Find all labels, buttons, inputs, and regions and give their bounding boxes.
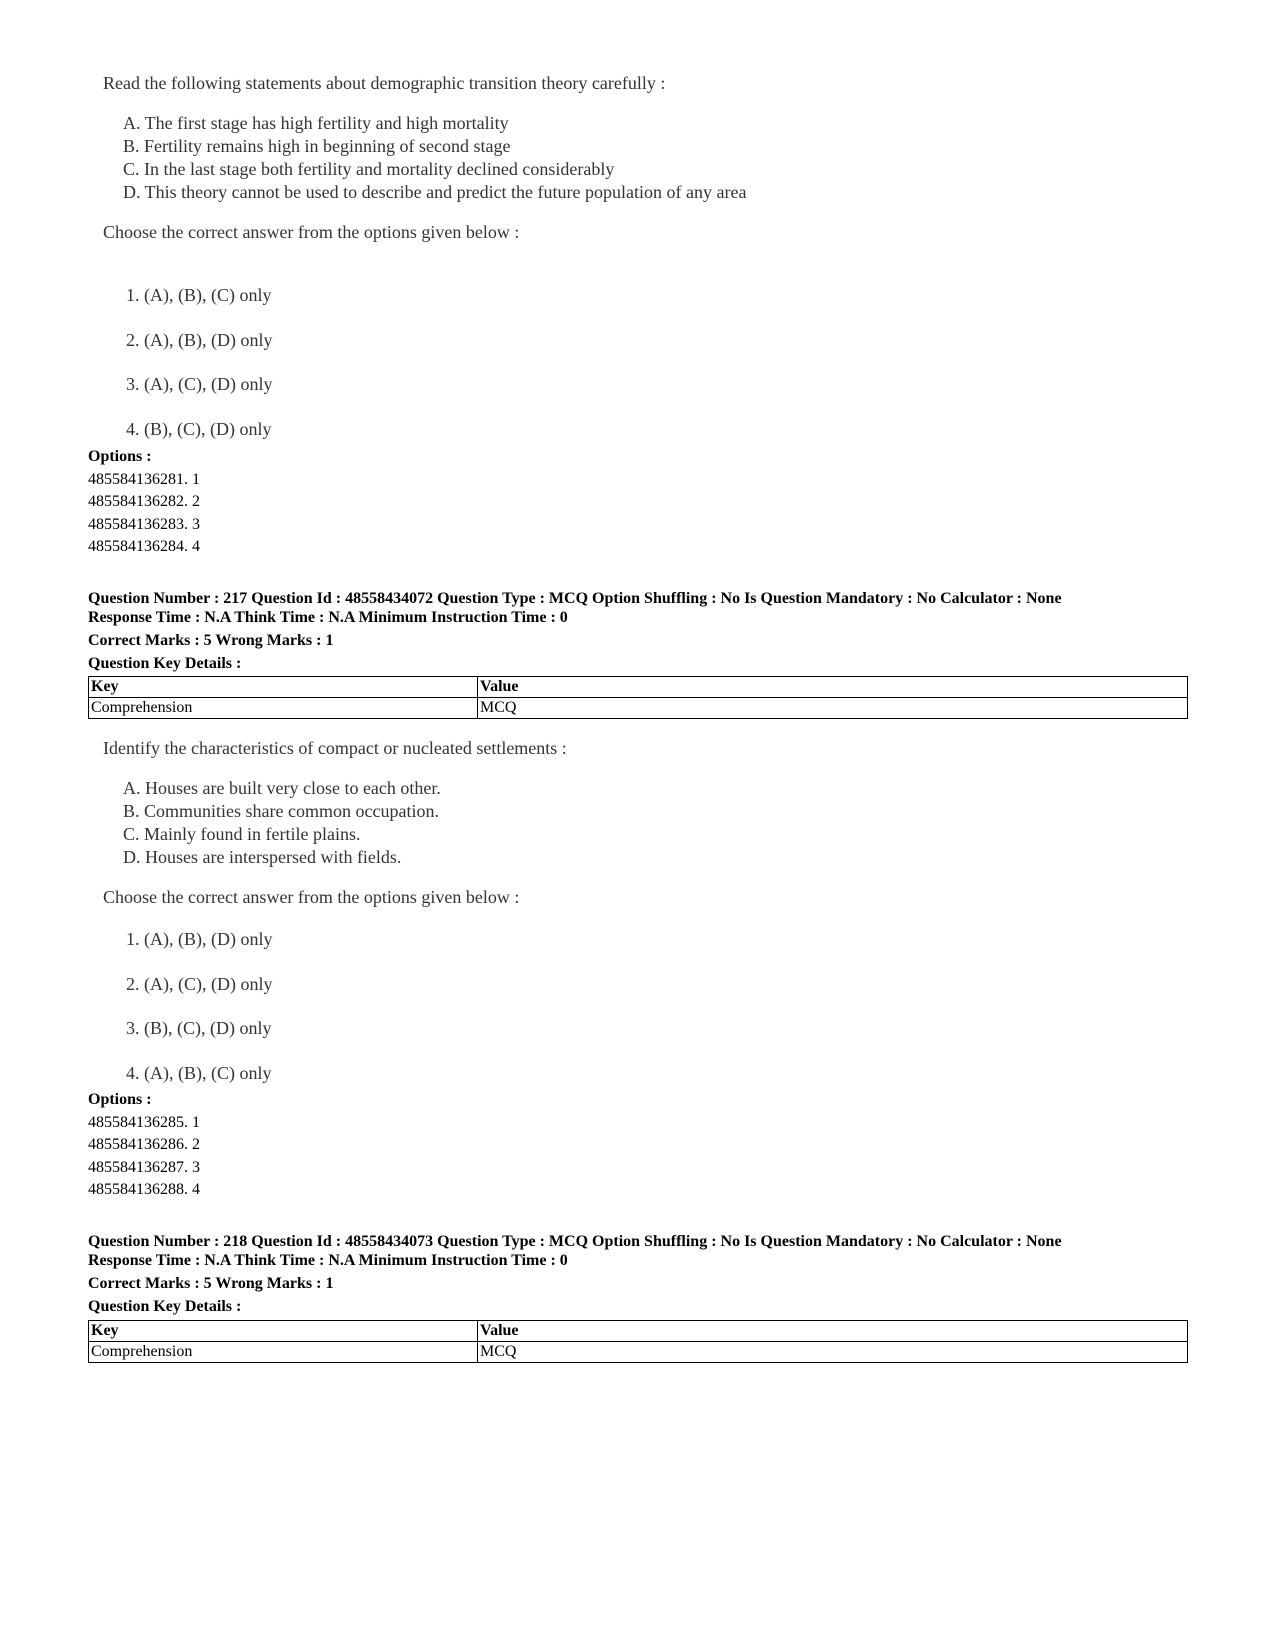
question-meta-line: Response Time : N.A Think Time : N.A Minimum Instruction Time : 0 — [88, 1252, 568, 1269]
question-key-table — [88, 1320, 1188, 1363]
statement: D. Houses are interspersed with fields. — [123, 847, 402, 867]
choose-instruction: Choose the correct answer from the options given below : — [103, 887, 520, 907]
question-216-image — [88, 72, 746, 462]
value-header: Value — [478, 1321, 1188, 1342]
value-cell: MCQ — [478, 698, 1188, 719]
answer-choice: 1. (A), (B), (C) only — [126, 285, 272, 305]
statement: C. In the last stage both fertility and mortality declined considerably — [123, 159, 615, 179]
key-details-label: Question Key Details : — [88, 1298, 242, 1315]
key-header: Key — [89, 677, 478, 698]
options-block — [88, 446, 200, 559]
key-details-label: Question Key Details : — [88, 655, 242, 672]
key-cell: Comprehension — [89, 698, 478, 719]
answer-list — [126, 284, 746, 462]
answer-choice: 2. (A), (B), (D) only — [126, 329, 273, 350]
statement-list — [123, 777, 567, 869]
answer-list — [126, 928, 567, 1106]
question-stem: Read the following statements about demographic transition theory carefully : — [103, 73, 666, 93]
question-meta-line: Response Time : N.A Think Time : N.A Minimum Instruction Time : 0 — [88, 609, 568, 626]
question-meta-line: Question Number : 218 Question Id : 48558434073 Question Type : MCQ Option Shuffling : No Is Question Mandatory : No Calculator : None — [88, 1233, 1062, 1250]
answer-choice: 4. (B), (C), (D) only — [126, 418, 272, 439]
question-key-table — [88, 676, 1188, 719]
statement: A. Houses are built very close to each other. — [123, 778, 441, 798]
option-id: 485584136288. 4 — [88, 1181, 200, 1198]
option-id: 485584136282. 2 — [88, 493, 200, 510]
answer-choice: 3. (B), (C), (D) only — [126, 1018, 272, 1038]
option-id: 485584136284. 4 — [88, 538, 200, 555]
question-stem: Identify the characteristics of compact or nucleated settlements : — [103, 738, 567, 758]
question-217-meta — [88, 589, 1198, 673]
answer-choice: 1. (A), (B), (D) only — [126, 929, 273, 949]
answer-choice: 2. (A), (C), (D) only — [126, 973, 273, 994]
answer-choice: 4. (A), (B), (C) only — [126, 1062, 272, 1083]
options-block — [88, 1089, 200, 1202]
options-label: Options : — [88, 1091, 152, 1108]
question-217-image — [88, 737, 567, 1106]
statement: B. Fertility remains high in beginning of second stage — [123, 136, 511, 156]
value-header: Value — [478, 677, 1188, 698]
key-cell: Comprehension — [89, 1342, 478, 1363]
statement: C. Mainly found in fertile plains. — [123, 824, 361, 844]
key-header: Key — [89, 1321, 478, 1342]
value-cell: MCQ — [478, 1342, 1188, 1363]
marks-line: Correct Marks : 5 Wrong Marks : 1 — [88, 1275, 334, 1292]
answer-choice: 3. (A), (C), (D) only — [126, 374, 273, 394]
statement: B. Communities share common occupation. — [123, 801, 439, 821]
choose-instruction: Choose the correct answer from the options given below : — [103, 222, 520, 242]
question-meta-line: Question Number : 217 Question Id : 48558434072 Question Type : MCQ Option Shuffling : No Is Question Mandatory : No Calculator : None — [88, 590, 1062, 607]
statement-list — [123, 112, 746, 204]
options-label: Options : — [88, 448, 152, 465]
option-id: 485584136287. 3 — [88, 1158, 200, 1176]
option-id: 485584136283. 3 — [88, 515, 200, 533]
marks-line: Correct Marks : 5 Wrong Marks : 1 — [88, 632, 334, 649]
question-218-meta — [88, 1232, 1198, 1316]
statement: A. The first stage has high fertility and high mortality — [123, 113, 509, 133]
option-id: 485584136281. 1 — [88, 470, 200, 488]
option-id: 485584136285. 1 — [88, 1113, 200, 1131]
option-id: 485584136286. 2 — [88, 1136, 200, 1153]
statement: D. This theory cannot be used to describe and predict the future population of any area — [123, 182, 747, 202]
